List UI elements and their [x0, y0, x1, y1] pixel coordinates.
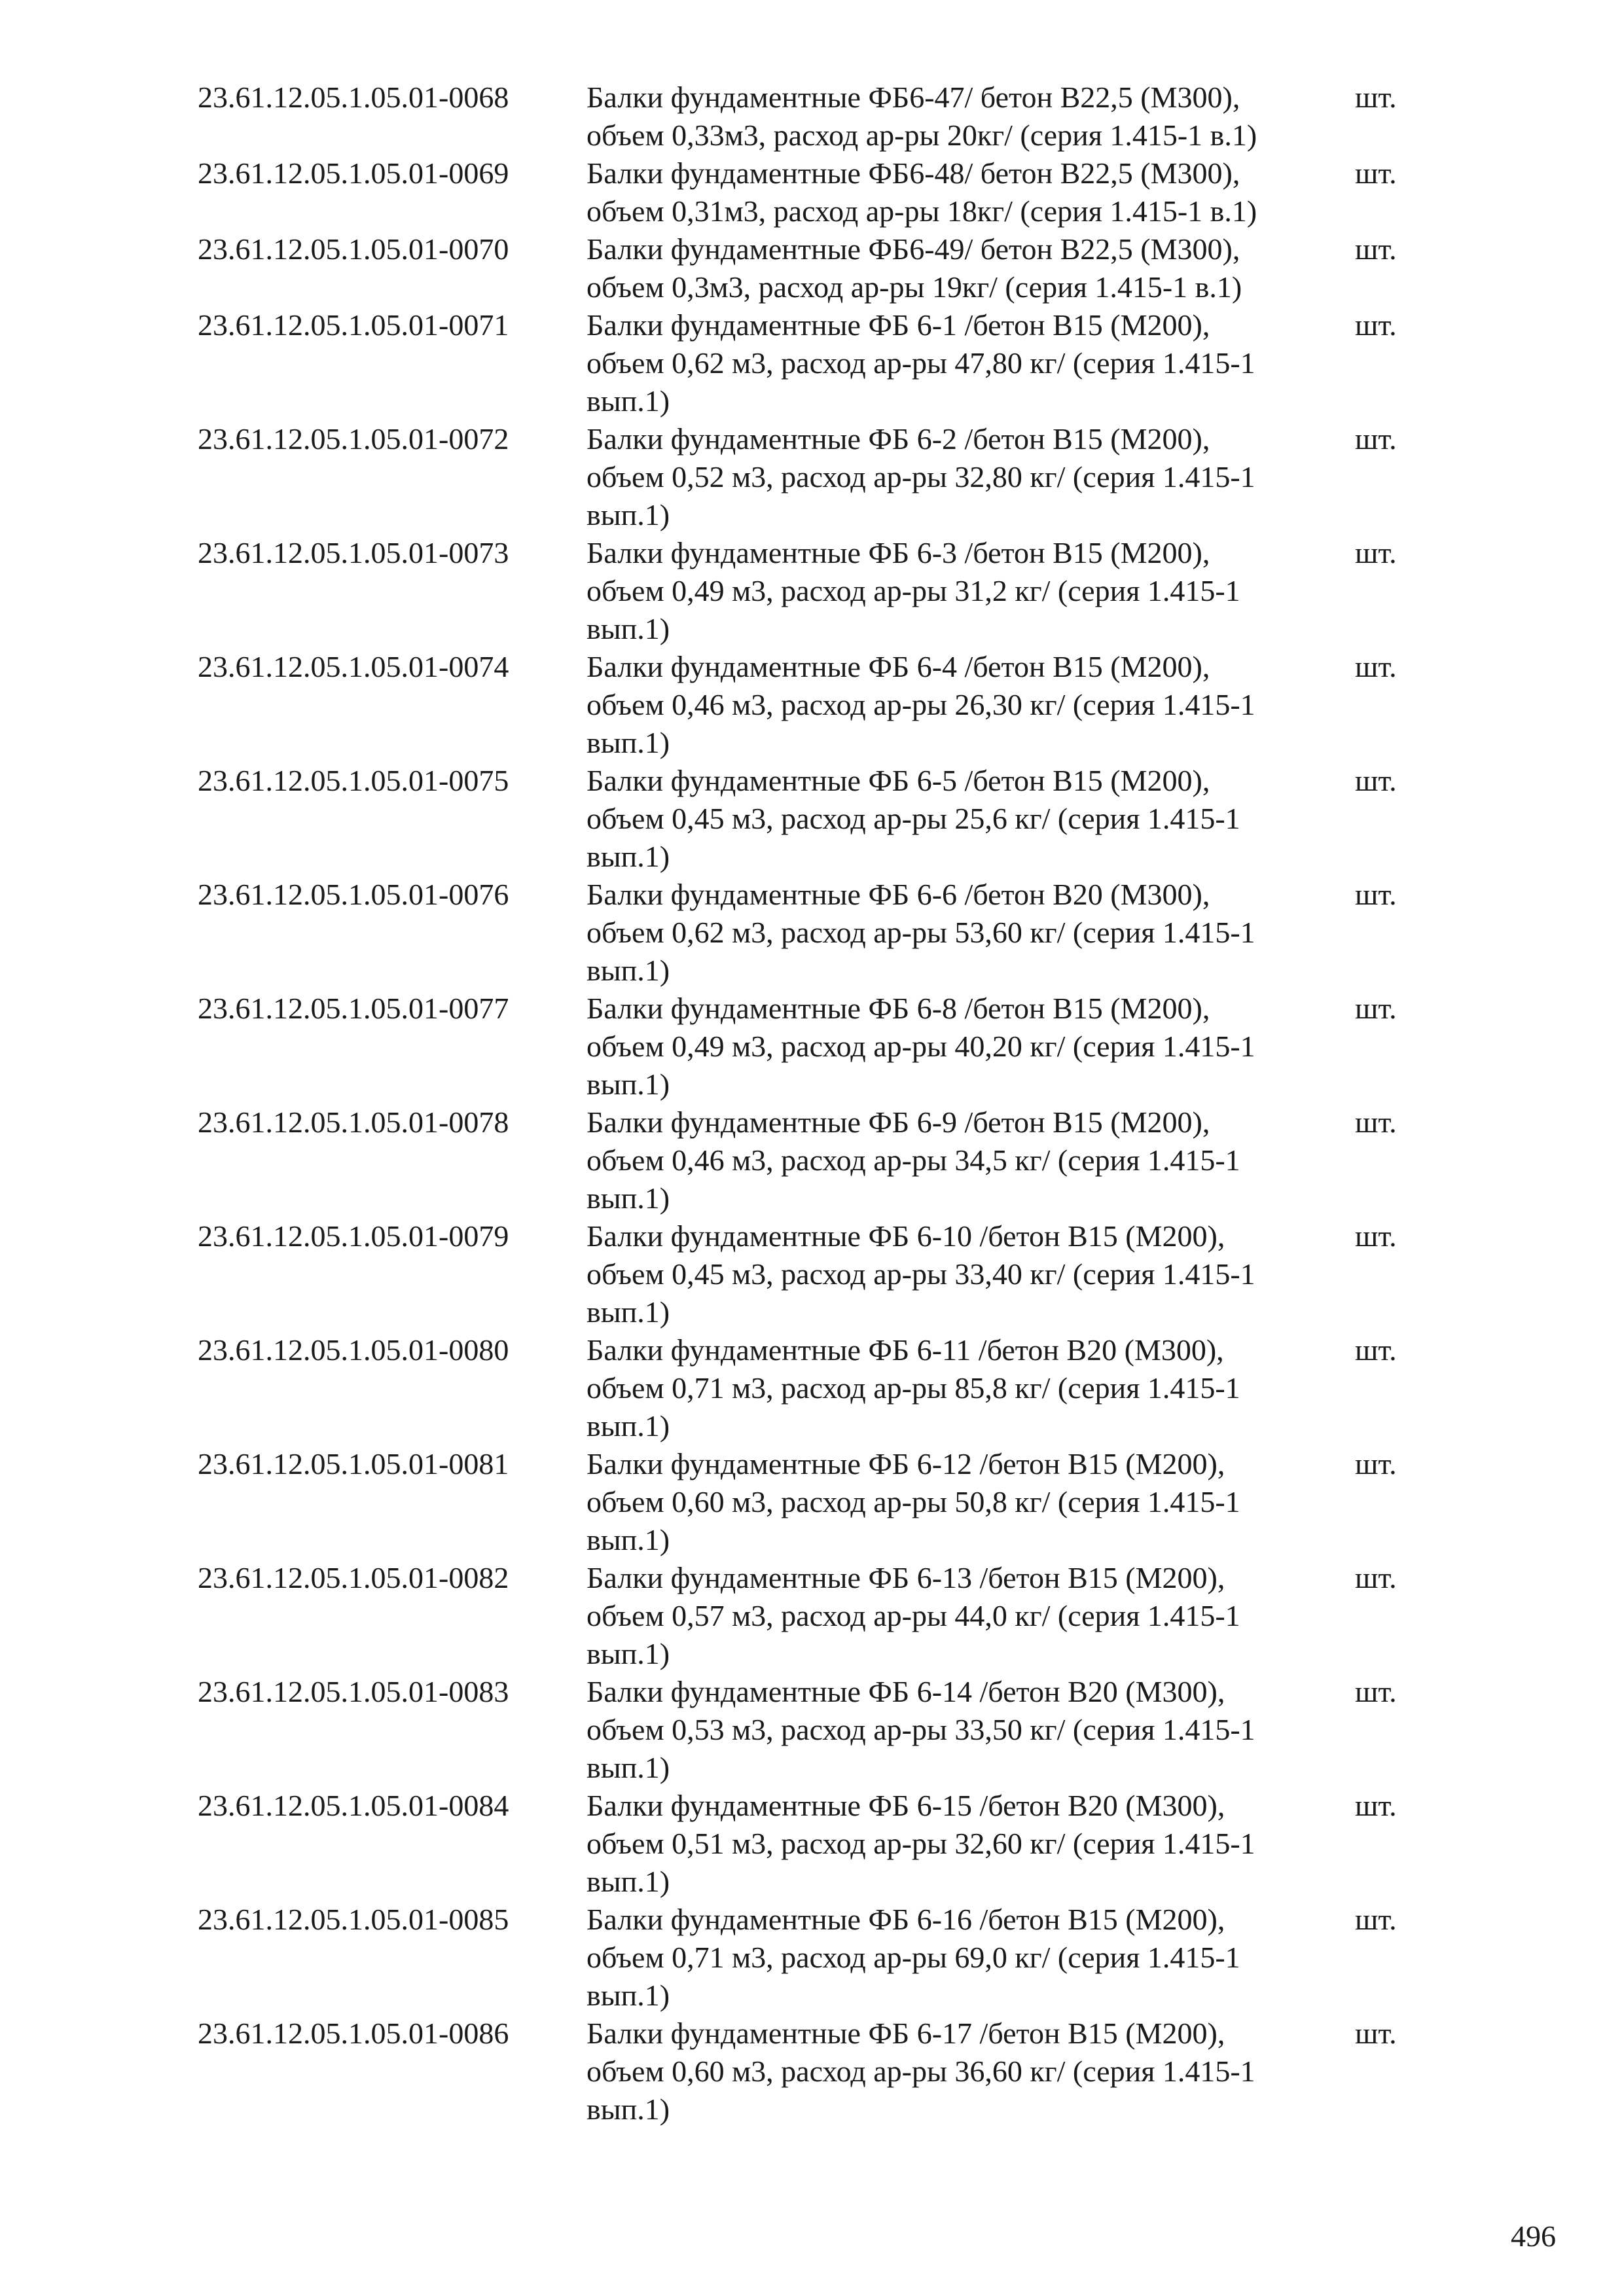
description-line: Балки фундаментные ФБ 6-2 /бетон В15 (М200), — [586, 422, 1210, 456]
description-line: объем 0,33м3, расход ар-ры 20кг/ (серия 1.415-1 в.1) — [586, 118, 1257, 152]
table-row — [198, 990, 1428, 1103]
description-line: вып.1) — [586, 1751, 670, 1784]
description-line: вып.1) — [586, 612, 670, 645]
item-code: 23.61.12.05.1.05.01-0076 — [198, 878, 509, 911]
table-row — [198, 1901, 1428, 2015]
table-row — [198, 1559, 1428, 1673]
item-description — [586, 1673, 1355, 1787]
description-line: Балки фундаментные ФБ 6-13 /бетон В15 (М200), — [586, 1561, 1225, 1594]
description-line: объем 0,53 м3, расход ар-ры 33,50 кг/ (серия 1.415-1 — [586, 1713, 1255, 1746]
item-description — [586, 534, 1355, 648]
description-line: Балки фундаментные ФБ6-47/ бетон В22,5 (М300), — [586, 81, 1240, 114]
description-line: Балки фундаментные ФБ 6-15 /бетон В20 (М300), — [586, 1789, 1225, 1822]
item-description — [586, 1103, 1355, 1217]
description-line: вып.1) — [586, 384, 670, 418]
description-line: Балки фундаментные ФБ 6-17 /бетон В15 (М200), — [586, 2017, 1225, 2050]
table-row — [198, 79, 1428, 154]
item-description — [586, 648, 1355, 762]
item-unit: шт. — [1355, 1447, 1397, 1480]
item-description — [586, 1787, 1355, 1901]
description-line: Балки фундаментные ФБ 6-4 /бетон В15 (М200), — [586, 650, 1210, 683]
catalog-table — [198, 79, 1428, 2128]
description-line: вып.1) — [586, 954, 670, 987]
description-line: Балки фундаментные ФБ6-48/ бетон В22,5 (М300), — [586, 156, 1240, 190]
item-description — [586, 2015, 1355, 2128]
description-line: вып.1) — [586, 840, 670, 873]
description-line: объем 0,62 м3, расход ар-ры 53,60 кг/ (серия 1.415-1 — [586, 916, 1255, 949]
item-unit: шт. — [1355, 1789, 1397, 1822]
table-row — [198, 1445, 1428, 1559]
item-unit: шт. — [1355, 764, 1397, 797]
item-description — [586, 1331, 1355, 1445]
description-line: вып.1) — [586, 1865, 670, 1898]
description-line: Балки фундаментные ФБ 6-6 /бетон В20 (М300), — [586, 878, 1210, 911]
item-code: 23.61.12.05.1.05.01-0084 — [198, 1789, 509, 1822]
item-description — [586, 79, 1355, 154]
table-row — [198, 648, 1428, 762]
table-row — [198, 2015, 1428, 2128]
description-line: объем 0,51 м3, расход ар-ры 32,60 кг/ (серия 1.415-1 — [586, 1827, 1255, 1860]
item-unit: шт. — [1355, 1105, 1397, 1139]
item-unit: шт. — [1355, 2017, 1397, 2050]
item-code: 23.61.12.05.1.05.01-0072 — [198, 422, 509, 456]
description-line: Балки фундаментные ФБ 6-3 /бетон В15 (М200), — [586, 536, 1210, 569]
item-unit: шт. — [1355, 1561, 1397, 1594]
description-line: объем 0,57 м3, расход ар-ры 44,0 кг/ (серия 1.415-1 — [586, 1599, 1240, 1632]
description-line: вып.1) — [586, 1409, 670, 1443]
description-line: объем 0,45 м3, расход ар-ры 25,6 кг/ (серия 1.415-1 — [586, 802, 1240, 835]
item-unit: шт. — [1355, 81, 1397, 114]
item-unit: шт. — [1355, 650, 1397, 683]
description-line: объем 0,46 м3, расход ар-ры 34,5 кг/ (серия 1.415-1 — [586, 1143, 1240, 1177]
item-description — [586, 420, 1355, 534]
description-line: объем 0,45 м3, расход ар-ры 33,40 кг/ (серия 1.415-1 — [586, 1257, 1255, 1291]
table-row — [198, 534, 1428, 648]
item-description — [586, 230, 1355, 306]
description-line: вып.1) — [586, 1295, 670, 1329]
description-line: объем 0,71 м3, расход ар-ры 69,0 кг/ (серия 1.415-1 — [586, 1941, 1240, 1974]
table-row — [198, 1673, 1428, 1787]
table-row — [198, 1787, 1428, 1901]
item-code: 23.61.12.05.1.05.01-0077 — [198, 992, 509, 1025]
item-description — [586, 306, 1355, 420]
item-description — [586, 154, 1355, 230]
item-code: 23.61.12.05.1.05.01-0069 — [198, 156, 509, 190]
description-line: объем 0,31м3, расход ар-ры 18кг/ (серия 1.415-1 в.1) — [586, 194, 1257, 228]
item-code: 23.61.12.05.1.05.01-0082 — [198, 1561, 509, 1594]
item-code: 23.61.12.05.1.05.01-0085 — [198, 1903, 509, 1936]
description-line: вып.1) — [586, 1979, 670, 2012]
description-line: вып.1) — [586, 1181, 670, 1215]
item-unit: шт. — [1355, 308, 1397, 342]
table-row — [198, 420, 1428, 534]
table-row — [198, 154, 1428, 230]
item-code: 23.61.12.05.1.05.01-0080 — [198, 1333, 509, 1367]
description-line: Балки фундаментные ФБ 6-12 /бетон В15 (М200), — [586, 1447, 1225, 1480]
description-line: Балки фундаментные ФБ 6-8 /бетон В15 (М200), — [586, 992, 1210, 1025]
item-code: 23.61.12.05.1.05.01-0078 — [198, 1105, 509, 1139]
description-line: Балки фундаментные ФБ 6-5 /бетон В15 (М200), — [586, 764, 1210, 797]
item-unit: шт. — [1355, 992, 1397, 1025]
table-row — [198, 1103, 1428, 1217]
item-unit: шт. — [1355, 1903, 1397, 1936]
item-unit: шт. — [1355, 1675, 1397, 1708]
item-unit: шт. — [1355, 1219, 1397, 1253]
item-description — [586, 1217, 1355, 1331]
item-code: 23.61.12.05.1.05.01-0075 — [198, 764, 509, 797]
item-code: 23.61.12.05.1.05.01-0074 — [198, 650, 509, 683]
description-line: Балки фундаментные ФБ 6-16 /бетон В15 (М200), — [586, 1903, 1225, 1936]
table-row — [198, 306, 1428, 420]
item-description — [586, 1559, 1355, 1673]
description-line: объем 0,49 м3, расход ар-ры 31,2 кг/ (серия 1.415-1 — [586, 574, 1240, 607]
description-line: объем 0,3м3, расход ар-ры 19кг/ (серия 1.415-1 в.1) — [586, 270, 1242, 304]
table-row — [198, 1217, 1428, 1331]
description-line: объем 0,60 м3, расход ар-ры 36,60 кг/ (серия 1.415-1 — [586, 2054, 1255, 2088]
description-line: объем 0,60 м3, расход ар-ры 50,8 кг/ (серия 1.415-1 — [586, 1485, 1240, 1518]
description-line: Балки фундаментные ФБ 6-9 /бетон В15 (М200), — [586, 1105, 1210, 1139]
description-line: вып.1) — [586, 1067, 670, 1101]
item-unit: шт. — [1355, 422, 1397, 456]
item-code: 23.61.12.05.1.05.01-0083 — [198, 1675, 509, 1708]
table-row — [198, 230, 1428, 306]
description-line: объем 0,46 м3, расход ар-ры 26,30 кг/ (серия 1.415-1 — [586, 688, 1255, 721]
description-line: Балки фундаментные ФБ6-49/ бетон В22,5 (М300), — [586, 232, 1240, 266]
description-line: вып.1) — [586, 498, 670, 531]
description-line: вып.1) — [586, 1523, 670, 1556]
description-line: Балки фундаментные ФБ 6-11 /бетон В20 (М300), — [586, 1333, 1224, 1367]
description-line: вып.1) — [586, 2092, 670, 2126]
item-unit: шт. — [1355, 536, 1397, 569]
item-description — [586, 1445, 1355, 1559]
item-code: 23.61.12.05.1.05.01-0070 — [198, 232, 509, 266]
table-row — [198, 762, 1428, 876]
item-code: 23.61.12.05.1.05.01-0081 — [198, 1447, 509, 1480]
description-line: объем 0,71 м3, расход ар-ры 85,8 кг/ (серия 1.415-1 — [586, 1371, 1240, 1405]
item-unit: шт. — [1355, 1333, 1397, 1367]
page-number: 496 — [1511, 2219, 1556, 2253]
description-line: объем 0,52 м3, расход ар-ры 32,80 кг/ (серия 1.415-1 — [586, 460, 1255, 493]
table-row — [198, 876, 1428, 990]
description-line: вып.1) — [586, 726, 670, 759]
description-line: Балки фундаментные ФБ 6-1 /бетон В15 (М200), — [586, 308, 1210, 342]
item-code: 23.61.12.05.1.05.01-0071 — [198, 308, 509, 342]
table-row — [198, 1331, 1428, 1445]
item-code: 23.61.12.05.1.05.01-0086 — [198, 2017, 509, 2050]
description-line: Балки фундаментные ФБ 6-14 /бетон В20 (М300), — [586, 1675, 1225, 1708]
item-unit: шт. — [1355, 156, 1397, 190]
item-description — [586, 762, 1355, 876]
item-code: 23.61.12.05.1.05.01-0073 — [198, 536, 509, 569]
item-unit: шт. — [1355, 232, 1397, 266]
description-line: объем 0,62 м3, расход ар-ры 47,80 кг/ (серия 1.415-1 — [586, 346, 1255, 380]
item-description — [586, 990, 1355, 1103]
item-code: 23.61.12.05.1.05.01-0068 — [198, 81, 509, 114]
description-line: объем 0,49 м3, расход ар-ры 40,20 кг/ (серия 1.415-1 — [586, 1030, 1255, 1063]
item-unit: шт. — [1355, 878, 1397, 911]
item-code: 23.61.12.05.1.05.01-0079 — [198, 1219, 509, 1253]
item-description — [586, 1901, 1355, 2015]
item-description — [586, 876, 1355, 990]
description-line: вып.1) — [586, 1637, 670, 1670]
description-line: Балки фундаментные ФБ 6-10 /бетон В15 (М200), — [586, 1219, 1225, 1253]
